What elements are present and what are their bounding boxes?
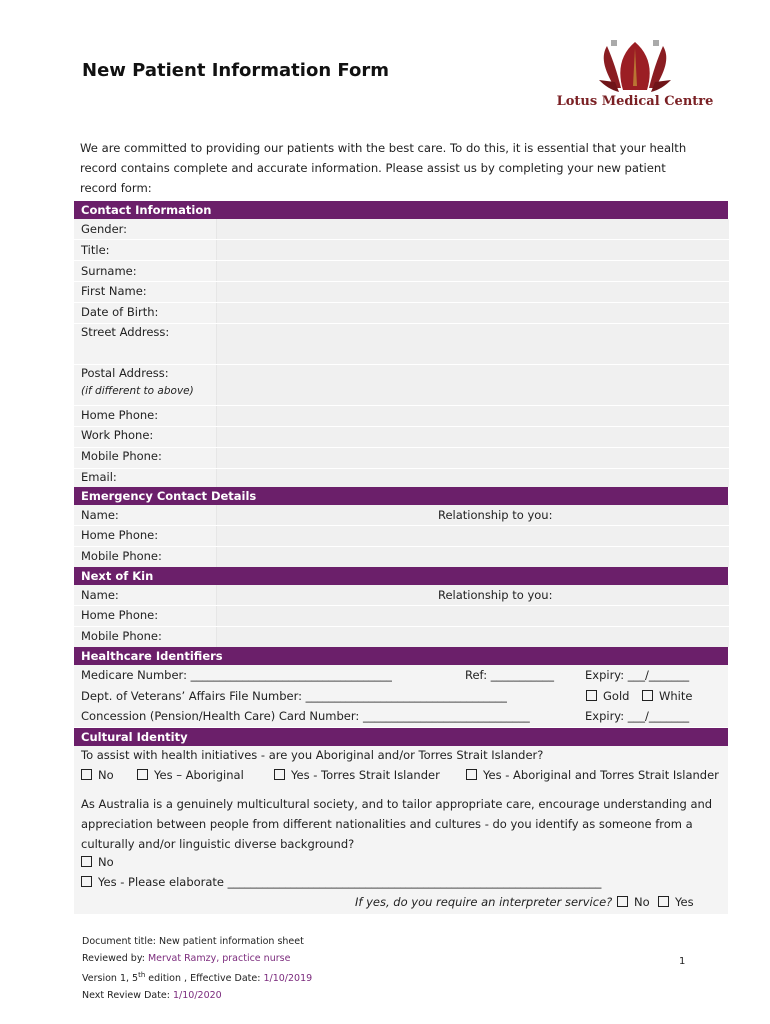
- email-field[interactable]: [216, 469, 729, 487]
- checkbox-icon: [466, 769, 477, 780]
- kin-mobile-phone-field[interactable]: [216, 627, 729, 647]
- kin-home-phone-field[interactable]: [216, 606, 729, 626]
- checkbox-icon: [658, 896, 669, 907]
- atsi-no-option[interactable]: No: [81, 768, 114, 782]
- checkbox-icon: [137, 769, 148, 780]
- section-header-emergency: Emergency Contact Details: [74, 487, 728, 505]
- section-header-kin: Next of Kin: [74, 567, 728, 585]
- surname-field[interactable]: [216, 261, 729, 281]
- footer-version: Version 1, 5th edition , Effective Date: 1/10/2019: [82, 971, 313, 985]
- dob-label: Date of Birth:: [81, 305, 159, 319]
- checkbox-icon: [274, 769, 285, 780]
- mobile-phone-field[interactable]: [216, 448, 729, 468]
- work-phone-label: Work Phone:: [81, 428, 154, 442]
- medicare-expiry-line[interactable]: Expiry: ___/_______: [585, 668, 690, 682]
- first-name-field[interactable]: [216, 282, 729, 302]
- title-label: Title:: [81, 243, 110, 257]
- footer-doc-title: Document title: New patient information sheet: [82, 936, 304, 947]
- kin-home-phone-label: Home Phone:: [81, 608, 159, 622]
- section-header-cultural: Cultural Identity: [74, 728, 728, 746]
- checkbox-icon: [642, 690, 653, 701]
- postal-address-field[interactable]: [216, 365, 729, 405]
- logo-text: Lotus Medical Centre: [556, 94, 714, 109]
- concession-expiry-line[interactable]: Expiry: ___/_______: [585, 709, 690, 723]
- kin-mobile-phone-label: Mobile Phone:: [81, 629, 162, 643]
- atsi-question: To assist with health initiatives - are you Aboriginal and/or Torres Strait Islander?: [81, 748, 544, 762]
- checkbox-icon: [81, 876, 92, 887]
- checkbox-icon: [617, 896, 628, 907]
- gender-field[interactable]: [216, 219, 729, 239]
- dva-gold-option[interactable]: Gold: [586, 689, 629, 703]
- page-number: 1: [679, 956, 686, 967]
- interpreter-question: If yes, do you require an interpreter service?: [355, 895, 613, 909]
- emergency-mobile-phone-field[interactable]: [216, 547, 729, 567]
- kin-relationship-label: Relationship to you:: [438, 588, 553, 602]
- postal-address-note: (if different to above): [81, 385, 194, 397]
- dva-file-number-line[interactable]: Dept. of Veterans’ Affairs File Number: ___________________________________: [81, 689, 507, 703]
- checkbox-icon: [586, 690, 597, 701]
- footer-next-review: Next Review Date: 1/10/2020: [82, 989, 222, 1001]
- interpreter-no-option[interactable]: No: [617, 895, 650, 909]
- postal-address-label: Postal Address:: [81, 366, 169, 380]
- first-name-label: First Name:: [81, 284, 147, 298]
- gender-label: Gender:: [81, 222, 128, 236]
- emergency-home-phone-field[interactable]: [216, 526, 729, 546]
- atsi-torres-option[interactable]: Yes - Torres Strait Islander: [274, 768, 440, 782]
- page-title: New Patient Information Form: [82, 60, 389, 81]
- cald-question: As Australia is a genuinely multicultural society, and to tailor appropriate care, encourage understanding and appreciation between people from different nationalities and cultures - do you identify as someone from a culturally and/or linguistic diverse background?: [81, 797, 713, 851]
- street-address-field[interactable]: [216, 324, 729, 364]
- atsi-aboriginal-option[interactable]: Yes – Aboriginal: [137, 768, 244, 782]
- dob-field[interactable]: [216, 303, 729, 323]
- street-address-label: Street Address:: [81, 325, 170, 339]
- home-phone-label: Home Phone:: [81, 408, 159, 422]
- emergency-mobile-phone-label: Mobile Phone:: [81, 549, 162, 563]
- mobile-phone-label: Mobile Phone:: [81, 449, 162, 463]
- emergency-name-label: Name:: [81, 508, 119, 522]
- document-footer: [82, 934, 312, 1004]
- footer-reviewed-by: Reviewed by: Mervat Ramzy, practice nurse: [82, 952, 291, 964]
- home-phone-field[interactable]: [216, 406, 729, 426]
- cald-no-option[interactable]: No: [81, 855, 114, 869]
- emergency-home-phone-label: Home Phone:: [81, 528, 159, 542]
- email-label: Email:: [81, 470, 117, 484]
- medicare-ref-line[interactable]: Ref: ___________: [465, 668, 554, 682]
- cald-yes-option[interactable]: Yes - Please elaborate _________________________________________________________________: [81, 875, 601, 889]
- concession-card-line[interactable]: Concession (Pension/Health Care) Card Number: _____________________________: [81, 709, 530, 723]
- work-phone-field[interactable]: [216, 427, 729, 447]
- atsi-both-option[interactable]: Yes - Aboriginal and Torres Strait Islander: [466, 768, 719, 782]
- checkbox-icon: [81, 769, 92, 780]
- intro-paragraph: We are committed to providing our patients with the best care. To do this, it is essential that your health record contains complete and accurate information. Please assist us by completing your new patient record form:: [80, 141, 687, 195]
- dva-white-option[interactable]: White: [642, 689, 692, 703]
- section-header-contact: Contact Information: [74, 201, 728, 219]
- interpreter-yes-option[interactable]: Yes: [658, 895, 694, 909]
- title-field[interactable]: [216, 240, 729, 260]
- medicare-number-line[interactable]: Medicare Number: ___________________________________: [81, 668, 392, 682]
- emergency-relationship-label: Relationship to you:: [438, 508, 553, 522]
- checkbox-icon: [81, 856, 92, 867]
- section-header-healthcare: Healthcare Identifiers: [74, 647, 728, 665]
- surname-label: Surname:: [81, 264, 137, 278]
- kin-name-label: Name:: [81, 588, 119, 602]
